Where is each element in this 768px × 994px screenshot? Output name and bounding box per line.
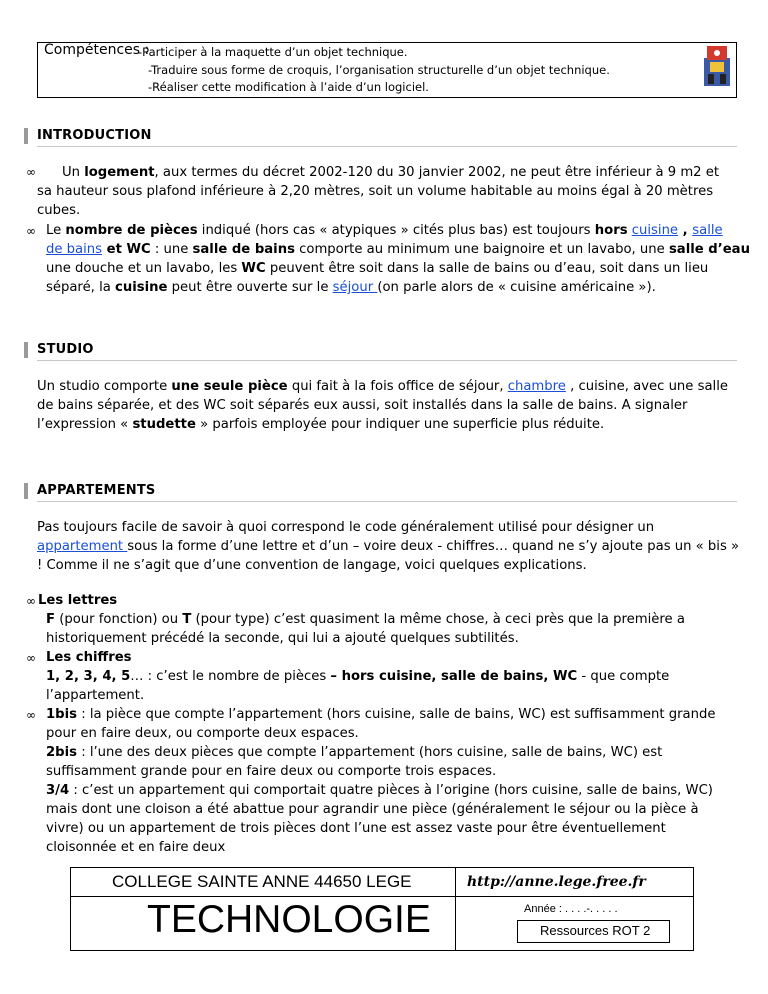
trois-quatre-line: cloisonnée et en faire deux [46,840,226,855]
subject-title: TECHNOLOGIE [147,898,431,941]
intro-paragraph-line: de bains et WC : une salle de bains comporte au minimum une baignoire et un lavabo, une salle d’eau [46,242,750,257]
chiffres-title: Les chiffres [46,650,132,665]
competences-label: Compétences : [44,42,150,58]
appart-paragraph-line: Pas toujours facile de savoir à quoi correspond le code généralement utilisé pour désigner un [37,520,655,535]
link-chambre[interactable]: chambre [507,379,566,394]
section-marker [24,342,28,358]
ressources-label: Ressources ROT 2 [540,923,651,938]
bullet-icon: ∞ [26,165,36,179]
link-cuisine[interactable]: cuisine [631,223,679,238]
lettres-line: historiquement précédé la seconde, qui lui a ajouté quelques subtilités. [46,631,519,646]
section-marker [24,483,28,499]
bullet-icon: ∞ [26,224,36,238]
bis-line: suffisamment grande pour en faire deux ou comporte trois espaces. [46,764,497,779]
competence-item: -Traduire sous forme de croquis, l’organisation structurelle d’un objet technique. [148,63,610,77]
link-salle-de-bains[interactable]: de bains [46,242,103,257]
technology-illustration-icon [702,44,732,88]
section-divider [37,360,737,361]
annee-field: Année : . . . .-. . . . . [524,903,618,915]
link-salle-de-bains[interactable]: salle [692,223,723,238]
intro-paragraph-line: Un logement, aux termes du décret 2002-120 du 30 janvier 2002, ne peut être inférieur à 9 m2 et [62,165,720,180]
lettres-line: F (pour fonction) ou T (pour type) c’est quasiment la même chose, à ceci près que la première a [46,612,685,627]
bullet-icon: ∞ [26,708,36,722]
appart-paragraph-line: ! Comme il ne s’agit que d’une convention de langage, voici quelques explications. [37,558,587,573]
intro-paragraph-line: Le nombre de pièces indiqué (hors cas « atypiques » cités plus bas) est toujours hors cuisine , salle [46,223,723,238]
chiffres-line: l’appartement. [46,688,145,703]
appart-paragraph-line: appartement sous la forme d’une lettre et d’un – voire deux - chiffres… quand ne s’y ajoute pas un « bis » [37,539,740,554]
section-title-appartements: APPARTEMENTS [37,483,156,498]
school-name: COLLEGE SAINTE ANNE 44650 LEGE [112,872,412,891]
link-appartement[interactable]: appartement [37,539,128,554]
section-divider [37,501,737,502]
intro-paragraph-line: séparé, la cuisine peut être ouverte sur le séjour (on parle alors de « cuisine américaine »). [46,280,656,295]
studio-paragraph-line: Un studio comporte une seule pièce qui fait à la fois office de séjour, chambre , cuisine, avec une salle [37,379,728,394]
footer-divider [70,896,694,897]
competence-item: -Participer à la maquette d’un objet technique. [138,45,408,59]
section-title-introduction: INTRODUCTION [37,128,152,143]
trois-quatre-line: vivre) ou un appartement de trois pièces dont l’une est assez vaste pour être éventuellement [46,821,666,836]
footer-divider [455,867,456,951]
bis-line: 1bis : la pièce que compte l’appartement (hors cuisine, salle de bains, WC) est suffisamment grande [46,707,716,722]
intro-paragraph-line: une douche et un lavabo, les WC peuvent être soit dans la salle de bains ou d’eau, soit dans un lieu [46,261,709,276]
trois-quatre-line: mais dont une cloison a été abattue pour agrandir une pièce (généralement le séjour ou la pièce à [46,802,699,817]
section-divider [37,146,737,147]
competence-item: -Réaliser cette modification à l’aide d’un logiciel. [148,80,429,94]
bis-line: 2bis : l’une des deux pièces que compte l’appartement (hors cuisine, salle de bains, WC) est [46,745,663,760]
school-url-link[interactable]: http://anne.lege.free.fr [467,874,646,890]
intro-paragraph-line: sa hauteur sous plafond inférieure à 2,20 mètres, soit un volume habitable au moins égal à 20 mètres [37,184,714,199]
section-title-studio: STUDIO [37,342,94,357]
intro-paragraph-line: cubes. [37,203,81,218]
chiffres-line: 1, 2, 3, 4, 5… : c’est le nombre de pièces – hors cuisine, salle de bains, WC - que compte [46,669,670,684]
bullet-icon: ∞ [26,594,36,608]
lettres-title: Les lettres [38,593,118,608]
bullet-icon: ∞ [26,651,36,665]
section-marker [24,128,28,144]
bis-line: pour en faire deux, ou comporte deux espaces. [46,726,359,741]
studio-paragraph-line: l’expression « studette » parfois employée pour indiquer une superficie plus réduite. [37,417,605,432]
studio-paragraph-line: de bains séparée, et des WC soit séparés eux aussi, soit installés dans la salle de bains. A signaler [37,398,688,413]
trois-quatre-line: 3/4 : c’est un appartement qui comportait quatre pièces à l’origine (hors cuisine, salle de bains, WC) [46,783,713,798]
link-sejour[interactable]: séjour [332,280,378,295]
